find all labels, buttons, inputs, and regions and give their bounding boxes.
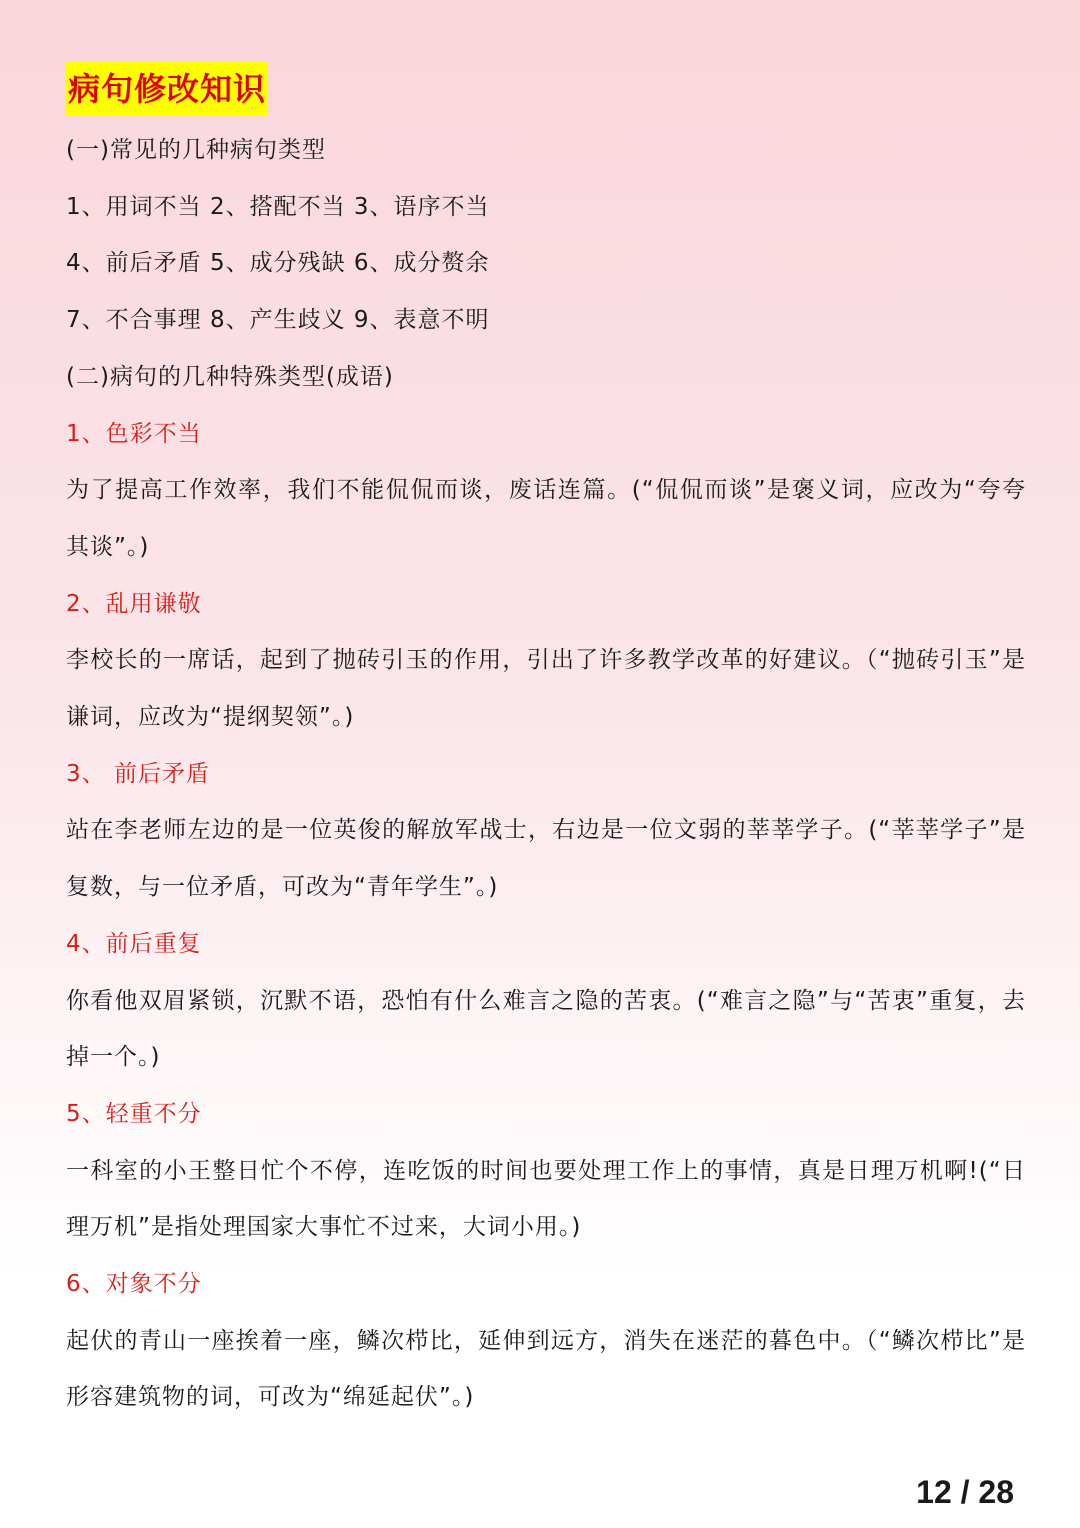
item-5-text: 一科室的小王整日忙个不停，连吃饭的时间也要处理工作上的事情，真是日理万机啊!(“日理万机”是指处理国家大事忙不过来，大词小用。) — [66, 1157, 1026, 1241]
document-page — [66, 62, 1026, 1426]
title-highlight — [66, 62, 268, 116]
item-2-label: 2、乱用谦敬 — [66, 590, 202, 617]
item-6-label: 6、对象不分 — [66, 1271, 202, 1298]
page-title: 病句修改知识 — [68, 70, 267, 108]
type-row-3: 7、不合事理 8、产生歧义 9、表意不明 — [66, 307, 490, 334]
type-row-1: 1、用词不当 2、搭配不当 3、语序不当 — [66, 193, 490, 220]
type-row-2: 4、前后矛盾 5、成分残缺 6、成分赘余 — [66, 250, 490, 277]
item-4-label: 4、前后重复 — [66, 930, 202, 957]
item-1-text: 为了提高工作效率，我们不能侃侃而谈，废话连篇。(“侃侃而谈”是褒义词，应改为“夸夸其谈”。) — [66, 477, 1026, 560]
item-3-text: 站在李老师左边的是一位英俊的解放军战士，右边是一位文弱的莘莘学子。(“莘莘学子”是复数，与一位矛盾，可改为“青年学生”。) — [66, 817, 1026, 901]
item-2-text: 李校长的一席话，起到了抛砖引玉的作用，引出了许多教学改革的好建议。（“抛砖引玉”是谦词，应改为“提纲契领”。) — [66, 647, 1026, 731]
page-number: 12 / 28 — [916, 1474, 1014, 1510]
item-6-text: 起伏的青山一座挨着一座，鳞次栉比，延伸到远方，消失在迷茫的暮色中。（“鳞次栉比”是形容建筑物的词，可改为“绵延起伏”。) — [66, 1327, 1026, 1411]
item-1-label: 1、色彩不当 — [66, 420, 202, 447]
section2-heading: (二)病句的几种特殊类型(成语) — [66, 363, 394, 390]
item-4-text: 你看他双眉紧锁，沉默不语，恐怕有什么难言之隐的苦衷。(“难言之隐”与“苦衷”重复，去掉一个。) — [66, 987, 1026, 1071]
item-5-label: 5、轻重不分 — [66, 1100, 202, 1127]
item-3-label: 3、 前后矛盾 — [66, 760, 210, 787]
section1-heading: (一)常见的几种病句类型 — [66, 137, 326, 163]
